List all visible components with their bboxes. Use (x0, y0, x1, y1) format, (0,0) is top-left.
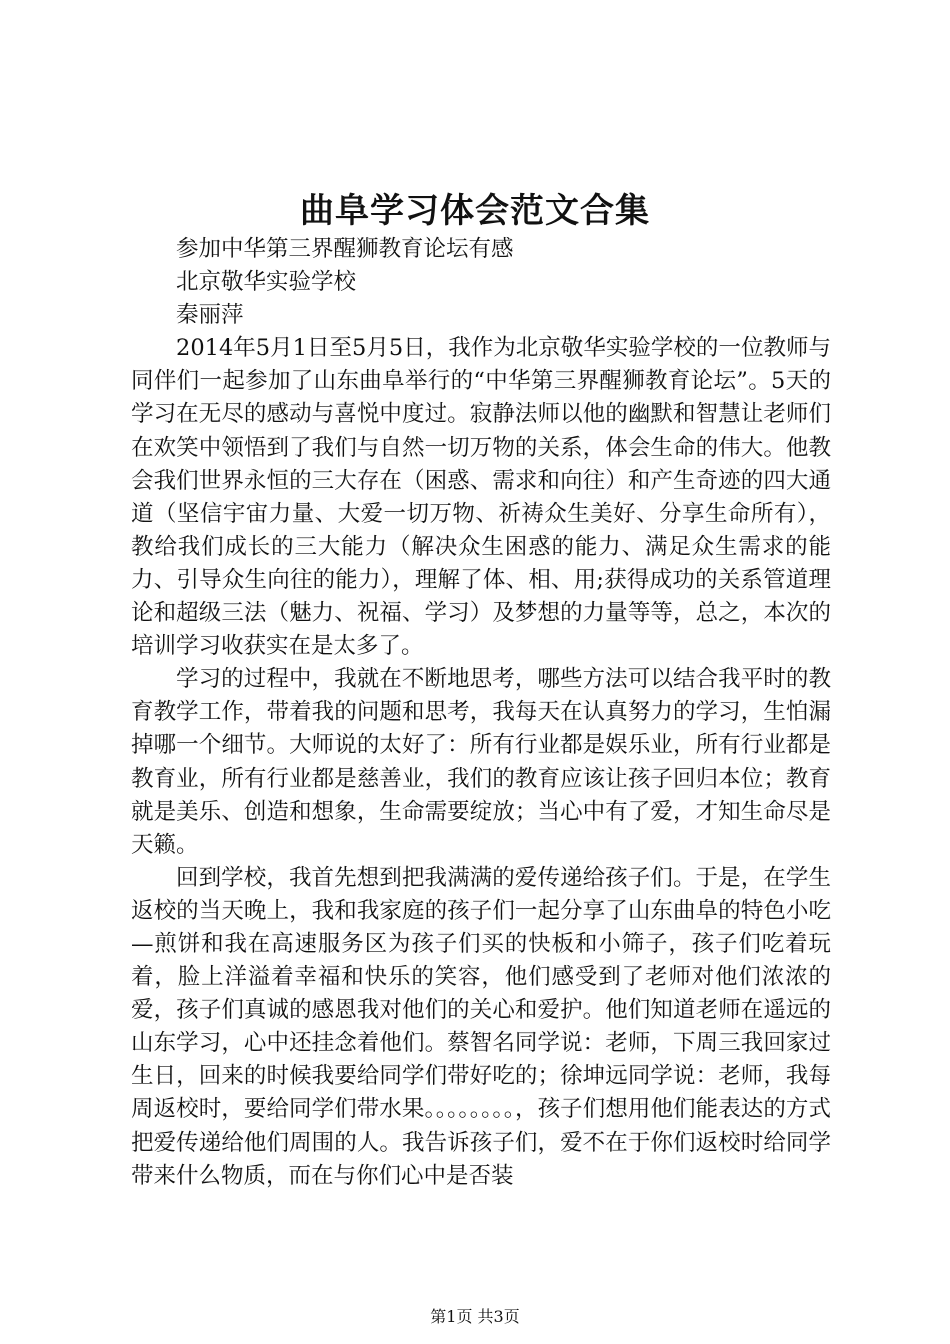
paragraph: 回到学校，我首先想到把我满满的爱传递给孩子们。于是，在学生返校的当天晚上，我和我家庭的孩子们一起分享了山东曲阜的特色小吃—煎饼和我在高速服务区为孩子们买的快板和小筛子，孩子们吃着玩着，脸上洋溢着幸福和快乐的笑容，他们感受到了老师对他们浓浓的爱，孩子们真诚的感恩我对他们的关心和爱护。他们知道老师在遥远的山东学习，心中还挂念着他们。蔡智名同学说：老师，下周三我回家过生日，回来的时候我要给同学们带好吃的；徐坤远同学说：老师，我每周返校时，要给同学们带水果。。。。。。。。，孩子们想用他们能表达的方式把爱传递给他们周围的人。我告诉孩子们，爱不在于你们返校时给同学带来什么物质，而在与你们心中是否装 (131, 864, 831, 1189)
paragraph: 参加中华第三界醒狮教育论坛有感 (176, 236, 514, 262)
paragraph: 秦丽萍 (176, 302, 244, 329)
paragraph: 北京敬华实验学校 (176, 269, 357, 296)
document-body (131, 233, 831, 1193)
document-title: 曲阜学习体会范文合集 (300, 191, 650, 231)
paragraph: 学习的过程中，我就在不断地思考，哪些方法可以结合我平时的教育教学工作，带着我的问题和思考，我每天在认真努力的学习，生怕漏掉哪一个细节。大师说的太好了：所有行业都是娱乐业，所有行业都是教育业，所有行业都是慈善业，我们的教育应该让孩子回归本位；教育就是美乐、创造和想象，生命需要绽放；当心中有了爱，才知生命尽是天籁。 (131, 666, 831, 858)
page-footer: 第1页 共3页 (430, 1307, 520, 1326)
paragraph: 2014年5月1日至5月5日，我作为北京敬华实验学校的一位教师与同伴们一起参加了山东曲阜举行的“中华第三界醒狮教育论坛”。5天的学习在无尽的感动与喜悦中度过。寂静法师以他的幽默和智慧让老师们在欢笑中领悟到了我们与自然一切万物的关系，体会生命的伟大。他教会我们世界永恒的三大存在（困惑、需求和向往）和产生奇迹的四大通道（坚信宇宙力量、大爱一切万物、祈祷众生美好、分享生命所有），教给我们成长的三大能力（解决众生困惑的能力、满足众生需求的能力、引导众生向往的能力），理解了体、相、用;获得成功的关系管道理论和超级三法（魅力、祝福、学习）及梦想的力量等等，总之，本次的培训学习收获实在是太多了。 (131, 335, 831, 660)
